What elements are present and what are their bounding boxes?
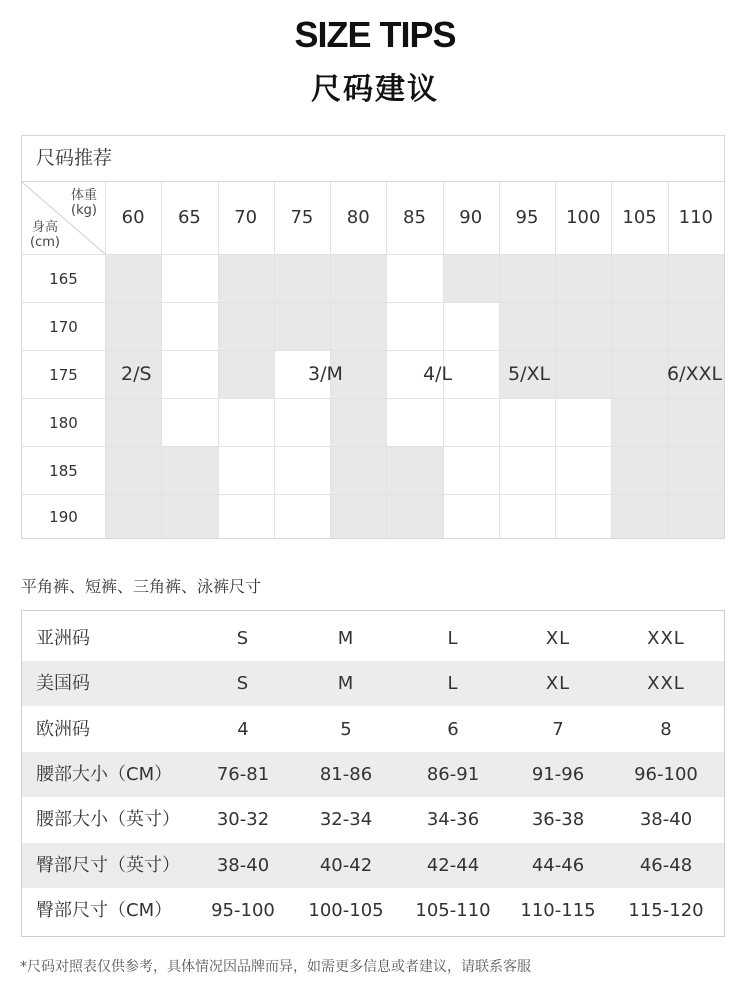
weight-col-75: 75 — [290, 207, 314, 228]
grid-cell — [386, 494, 442, 538]
grid-cell — [330, 494, 386, 538]
grid-cell — [555, 398, 611, 446]
grid-cell — [443, 446, 499, 494]
footnote: *尺码对照表仅供参考，具体情况因品牌而异，如需更多信息或者建议，请联系客服 — [20, 959, 531, 975]
grid-cell — [555, 350, 611, 398]
header-cell — [555, 182, 611, 254]
grid-cell — [611, 398, 667, 446]
height-row-180: 180 — [22, 398, 105, 446]
grid-cell — [161, 350, 217, 398]
table-row — [22, 707, 724, 752]
height-row-190: 190 — [22, 494, 105, 538]
grid-cell — [218, 398, 274, 446]
grid-cell — [555, 254, 611, 302]
row-label: 腰部大小（CM） — [36, 764, 173, 785]
grid-cell — [555, 302, 611, 350]
table-cell: XL — [545, 628, 571, 649]
table-cell: 8 — [660, 719, 672, 740]
grid-cell — [555, 494, 611, 538]
grid-cell — [274, 398, 330, 446]
page-title-en: SIZE TIPS — [294, 14, 456, 55]
table-cell: 5 — [340, 719, 352, 740]
table-cell: M — [337, 628, 355, 649]
height-header — [30, 220, 60, 250]
weight-col-100: 100 — [566, 207, 601, 228]
grid-cell — [330, 398, 386, 446]
weight-col-105: 105 — [622, 207, 657, 228]
table-cell: 4 — [237, 719, 249, 740]
table-cell: L — [447, 673, 459, 694]
header-cell — [105, 182, 161, 254]
height-row-175: 175 — [22, 350, 105, 398]
grid-cell — [611, 302, 667, 350]
grid-cell — [330, 254, 386, 302]
weight-col-90: 90 — [459, 207, 483, 228]
table-row — [22, 797, 724, 842]
size-label-6-XXL: 6/XXL — [667, 363, 723, 385]
grid-cell — [218, 302, 274, 350]
header-cell — [611, 182, 667, 254]
row-label: 臀部尺寸（英寸） — [36, 855, 180, 876]
table-cell: 91-96 — [531, 764, 585, 785]
size-label-2-S: 2/S — [121, 363, 152, 385]
weight-col-85: 85 — [403, 207, 426, 228]
table-cell: 81-86 — [319, 764, 373, 785]
table-cell: M — [337, 673, 355, 694]
grid-cell — [668, 302, 724, 350]
table-cell: 32-34 — [319, 809, 373, 830]
row-label: 臀部尺寸（CM） — [36, 900, 173, 921]
table-cell: L — [447, 628, 459, 649]
header-cell — [274, 182, 330, 254]
table-cell: XXL — [647, 628, 685, 649]
weight-col-95: 95 — [515, 207, 539, 228]
grid-cell — [218, 350, 274, 398]
table-cell: 100-105 — [308, 900, 384, 921]
grid-cell — [218, 446, 274, 494]
grid-cell — [555, 446, 611, 494]
weight-unit: (kg) — [71, 203, 97, 218]
grid-cell — [274, 254, 330, 302]
grid-cell — [274, 446, 330, 494]
grid-cell — [105, 302, 161, 350]
table-cell: 105-110 — [415, 900, 491, 921]
weight-label: 体重 — [70, 188, 97, 203]
table-cell: 44-46 — [531, 855, 585, 876]
table-row — [22, 616, 724, 661]
grid-cell — [161, 398, 217, 446]
row-label: 美国码 — [36, 673, 90, 694]
header-cell — [499, 182, 555, 254]
grid-cell — [443, 302, 499, 350]
header-cell — [443, 182, 499, 254]
header-cell — [330, 182, 386, 254]
table-cell: 95-100 — [211, 900, 275, 921]
table-cell: 38-40 — [639, 809, 693, 830]
table-cell: 30-32 — [216, 809, 270, 830]
grid-cell — [668, 494, 724, 538]
grid-cell — [668, 398, 724, 446]
grid-cell — [105, 446, 161, 494]
grid-cell — [668, 254, 724, 302]
grid-cell — [611, 494, 667, 538]
grid-cell — [611, 446, 667, 494]
size-recommend-grid — [21, 135, 725, 539]
grid-cell — [443, 494, 499, 538]
table-row — [22, 888, 724, 933]
height-row-170: 170 — [22, 302, 105, 350]
grid-cell — [386, 302, 442, 350]
grid-cell — [161, 446, 217, 494]
header-cell — [668, 182, 724, 254]
size-label-5-XL: 5/XL — [508, 363, 551, 385]
grid-cell — [386, 254, 442, 302]
grid-cell — [105, 254, 161, 302]
grid-cell — [161, 302, 217, 350]
weight-col-110: 110 — [678, 207, 713, 228]
table-cell: 40-42 — [319, 855, 373, 876]
grid-cell — [499, 494, 555, 538]
grid-cell — [611, 254, 667, 302]
height-unit: (cm) — [30, 235, 60, 250]
grid-title: 尺码推荐 — [22, 136, 724, 182]
table-cell: 38-40 — [216, 855, 270, 876]
grid-cell — [499, 302, 555, 350]
table-cell: 6 — [447, 719, 459, 740]
header-cell — [218, 182, 274, 254]
weight-col-65: 65 — [177, 207, 201, 228]
header-cell — [161, 182, 217, 254]
size-label-3-M: 3/M — [308, 363, 343, 385]
size-table-title: 平角裤、短裤、三角裤、泳裤尺寸 — [21, 577, 262, 596]
grid-cell — [274, 302, 330, 350]
grid-cell — [218, 494, 274, 538]
weight-col-80: 80 — [346, 207, 370, 228]
size-table — [21, 610, 725, 937]
table-row — [22, 661, 724, 706]
grid-cell — [330, 302, 386, 350]
grid-cell — [218, 254, 274, 302]
table-cell: S — [236, 673, 250, 694]
weight-col-60: 60 — [121, 207, 145, 228]
table-cell: 86-91 — [426, 764, 480, 785]
weight-col-70: 70 — [234, 207, 258, 228]
grid-cell — [105, 398, 161, 446]
grid-cell — [443, 254, 499, 302]
grid-cell — [386, 446, 442, 494]
grid-cell — [330, 446, 386, 494]
header-cell — [386, 182, 442, 254]
grid-cell — [161, 254, 217, 302]
table-row — [22, 752, 724, 797]
table-cell: 36-38 — [531, 809, 585, 830]
page-title-cn: 尺码建议 — [311, 72, 439, 107]
table-row — [22, 843, 724, 888]
grid-cell — [499, 254, 555, 302]
weight-header — [71, 188, 97, 218]
grid-cell — [499, 446, 555, 494]
table-cell: 42-44 — [426, 855, 480, 876]
table-cell: 7 — [552, 719, 564, 740]
grid-cell — [274, 494, 330, 538]
table-cell: 115-120 — [628, 900, 704, 921]
grid-cell — [443, 398, 499, 446]
table-cell: XXL — [647, 673, 685, 694]
row-label: 腰部大小（英寸） — [36, 809, 180, 830]
table-cell: XL — [545, 673, 571, 694]
table-cell: 76-81 — [216, 764, 270, 785]
grid-cell — [611, 350, 667, 398]
grid-cell — [668, 446, 724, 494]
grid-cell — [386, 398, 442, 446]
height-row-165: 165 — [22, 254, 105, 302]
height-row-185: 185 — [22, 446, 105, 494]
grid-corner — [22, 182, 105, 254]
height-label: 身高 — [31, 220, 58, 235]
row-label: 欧洲码 — [36, 719, 90, 740]
table-cell: S — [236, 628, 250, 649]
grid-cell — [161, 494, 217, 538]
table-cell: 46-48 — [639, 855, 693, 876]
size-label-4-L: 4/L — [423, 363, 453, 385]
table-cell: 34-36 — [426, 809, 480, 830]
row-label: 亚洲码 — [36, 628, 90, 649]
grid-cell — [499, 398, 555, 446]
grid-cell — [105, 494, 161, 538]
table-cell: 110-115 — [520, 900, 596, 921]
table-cell: 96-100 — [634, 764, 698, 785]
